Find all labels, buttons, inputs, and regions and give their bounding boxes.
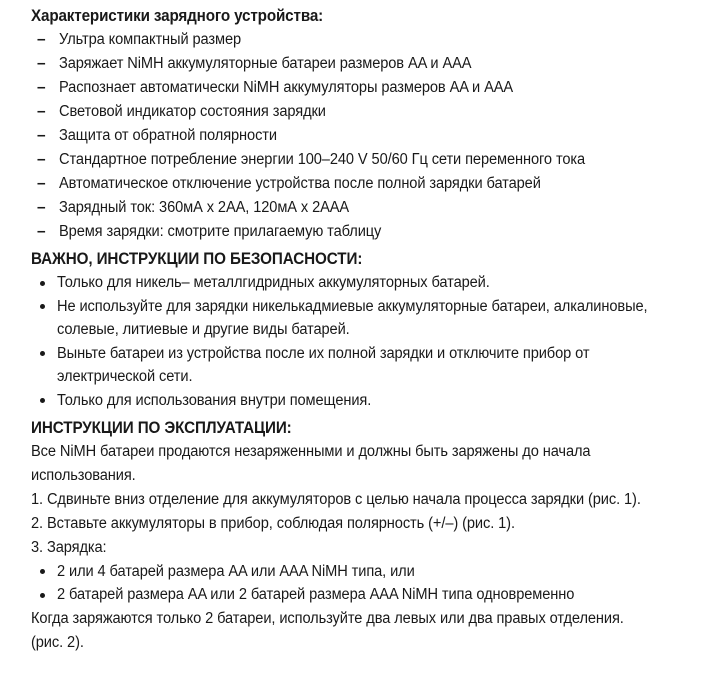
- operation-step: 1. Сдвиньте вниз отделение для аккумуляторов с целью начала процесса зарядки (рис. 1).: [31, 490, 641, 508]
- list-item: [31, 124, 713, 148]
- list-item: [31, 583, 713, 607]
- list-item-label: Ультра компактный размер: [59, 31, 242, 48]
- section-safety: [31, 247, 713, 413]
- list-item-label: Защита от обратной полярности: [59, 127, 277, 144]
- list-item-label: 2 или 4 батарей размера AA или AAA NiMH типа, или: [57, 562, 415, 580]
- list-item: [31, 52, 713, 76]
- bullet-dot-icon: [40, 593, 45, 598]
- list-item-label: Не используйте для зарядки никелькадмиевые аккумуляторные батареи, алкалиновые, солевые, литиевые и другие виды батарей.: [57, 297, 648, 339]
- list-item-label: Время зарядки: смотрите прилагаемую таблицу: [59, 223, 382, 240]
- dash-marker: –: [37, 103, 46, 120]
- list-item-label: 2 батарей размера AA или 2 батарей размера AAA NiMH типа одновременно: [57, 586, 575, 604]
- list-item: [31, 28, 713, 52]
- bullet-dot-icon: [40, 304, 45, 309]
- charge-options-list: [31, 560, 713, 607]
- dash-marker: –: [37, 199, 46, 216]
- list-item: [31, 271, 713, 295]
- operation-figure-reference: (рис. 2).: [31, 633, 84, 651]
- document-body: [31, 4, 713, 655]
- list-item: [31, 76, 713, 100]
- list-item-label: Выньте батареи из устройства после их полной зарядки и отключите прибор от электрической сети.: [57, 344, 590, 386]
- dash-marker: –: [37, 151, 46, 168]
- list-item: [31, 196, 713, 220]
- list-item: [31, 148, 713, 172]
- bullet-dot-icon: [40, 569, 45, 574]
- list-item-label: Только для никель– металлгидридных аккумуляторных батарей.: [57, 274, 490, 291]
- operation-step: 3. Зарядка:: [31, 538, 107, 556]
- dash-marker: –: [37, 31, 46, 48]
- list-item: [31, 295, 713, 342]
- list-item: [31, 342, 713, 389]
- section-features: [31, 4, 713, 244]
- safety-heading: ВАЖНО, ИНСТРУКЦИИ ПО БЕЗОПАСНОСТИ:: [31, 250, 363, 268]
- list-item: [31, 220, 713, 244]
- safety-list: [31, 271, 713, 413]
- dash-marker: –: [37, 175, 46, 192]
- dash-marker: –: [37, 223, 46, 240]
- list-item-label: Только для использования внутри помещения.: [57, 391, 372, 409]
- bullet-dot-icon: [40, 398, 45, 403]
- list-item: [31, 100, 713, 124]
- list-item: [31, 172, 713, 196]
- list-item-label: Заряжает NiMH аккумуляторные батареи размеров AA и AAA: [59, 55, 472, 72]
- bullet-dot-icon: [40, 351, 45, 356]
- list-item-label: Зарядный ток: 360мА х 2АА, 120мА х 2ААА: [59, 199, 350, 216]
- features-list: [31, 28, 713, 244]
- features-heading: Характеристики зарядного устройства:: [31, 7, 324, 25]
- operation-step: 2. Вставьте аккумуляторы в прибор, соблюдая полярность (+/–) (рис. 1).: [31, 514, 515, 532]
- operation-heading: ИНСТРУКЦИИ ПО ЭКСПЛУАТАЦИИ:: [31, 418, 292, 437]
- dash-marker: –: [37, 79, 46, 96]
- list-item: [31, 560, 713, 584]
- list-item-label: Стандартное потребление энергии 100–240 V 50/60 Гц сети переменного тока: [59, 151, 586, 168]
- list-item-label: Световой индикатор состояния зарядки: [59, 103, 326, 120]
- list-item: [31, 389, 713, 413]
- operation-intro: Все NiMH батареи продаются незаряженными и должны быть заряжены до начала использования.: [31, 442, 591, 484]
- list-item-label: Автоматическое отключение устройства после полной зарядки батарей: [59, 175, 541, 192]
- dash-marker: –: [37, 127, 46, 144]
- dash-marker: –: [37, 55, 46, 72]
- section-operation: [31, 416, 713, 655]
- bullet-dot-icon: [40, 281, 45, 286]
- operation-closing-line: Когда заряжаются только 2 батареи, используйте два левых или два правых отделения.: [31, 609, 624, 627]
- list-item-label: Распознает автоматически NiMH аккумуляторы размеров AA и AAA: [59, 79, 514, 96]
